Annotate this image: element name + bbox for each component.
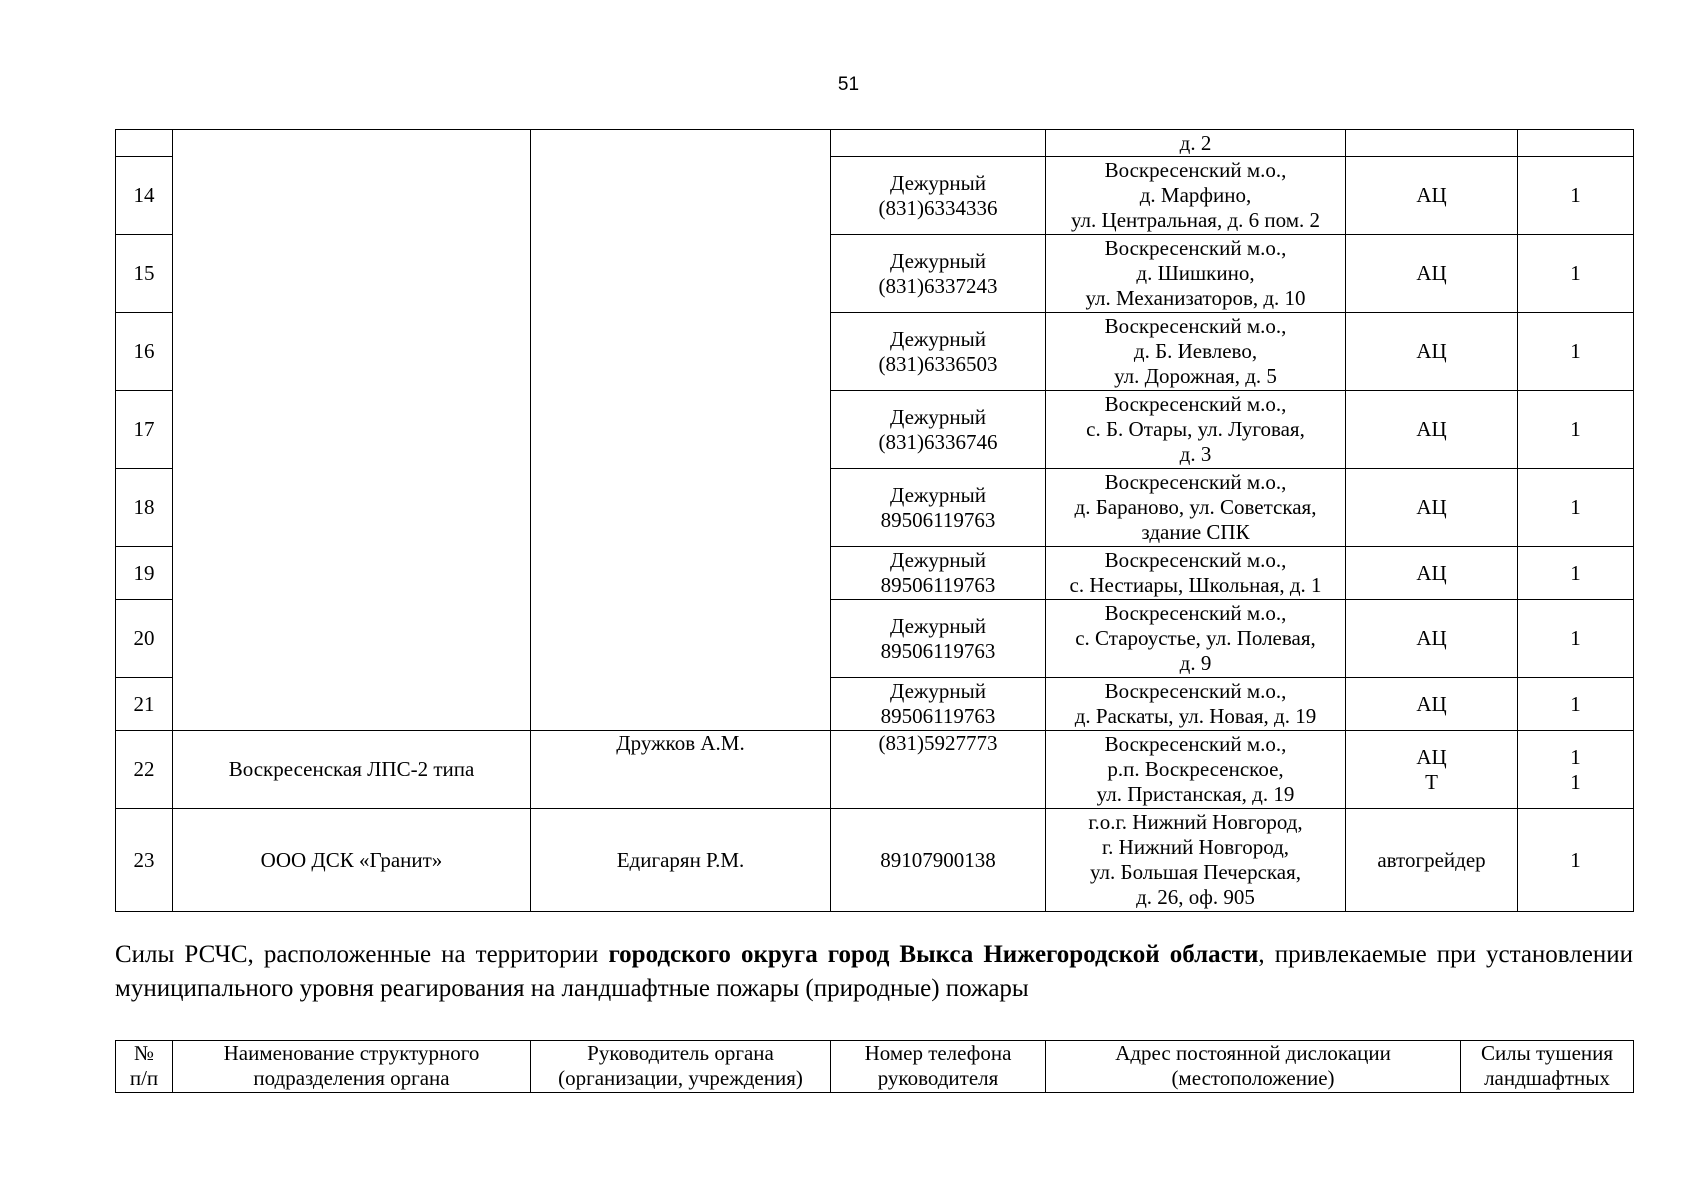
- cell-num: [116, 130, 173, 157]
- cell-org: ООО ДСК «Гранит»: [173, 809, 531, 912]
- cell-address: Воскресенский м.о., д. Бараново, ул. Советская, здание СПК: [1046, 469, 1346, 547]
- cell-num: 16: [116, 313, 173, 391]
- cell-org-merged: [173, 130, 531, 731]
- cell-vehicle: АЦ: [1346, 313, 1518, 391]
- header-row: [116, 1041, 1634, 1093]
- header-forces: Силы тушения ландшафтных: [1461, 1041, 1634, 1093]
- cell-address: Воскресенский м.о., с. Б. Отары, ул. Луговая, д. 3: [1046, 391, 1346, 469]
- cell-vehicle: АЦ: [1346, 600, 1518, 678]
- header-head: Руководитель органа (организации, учреждения): [531, 1041, 831, 1093]
- cell-num: 21: [116, 678, 173, 731]
- section-text-bold: городского округа город Выкса Нижегородской области: [608, 941, 1259, 968]
- cell-address: Воскресенский м.о., р.п. Воскресенское, ул. Пристанская, д. 19: [1046, 731, 1346, 809]
- cell-num: 17: [116, 391, 173, 469]
- cell-address: д. 2: [1046, 130, 1346, 157]
- cell-qty: 1: [1518, 547, 1634, 600]
- header-phone: Номер телефона руководителя: [831, 1041, 1046, 1093]
- cell-address: Воскресенский м.о., д. Раскаты, ул. Новая, д. 19: [1046, 678, 1346, 731]
- cell-vehicle: АЦ: [1346, 391, 1518, 469]
- cell-qty: [1518, 130, 1634, 157]
- cell-qty: 1: [1518, 235, 1634, 313]
- cell-num: 14: [116, 157, 173, 235]
- cell-vehicle: [1346, 130, 1518, 157]
- cell-num: 19: [116, 547, 173, 600]
- cell-phone: Дежурный (831)6336503: [831, 313, 1046, 391]
- cell-phone: 89107900138: [831, 809, 1046, 912]
- cell-address: Воскресенский м.о., д. Б. Иевлево, ул. Дорожная, д. 5: [1046, 313, 1346, 391]
- cell-vehicle: АЦ: [1346, 157, 1518, 235]
- cell-head: Дружков А.М.: [531, 731, 831, 809]
- cell-qty: 1: [1518, 157, 1634, 235]
- cell-num: 23: [116, 809, 173, 912]
- section-heading-paragraph: [115, 938, 1633, 1006]
- forces-table-continued: [115, 129, 1634, 912]
- forces-table-header: [115, 1040, 1634, 1093]
- cell-num: 15: [116, 235, 173, 313]
- cell-head: Едигарян Р.М.: [531, 809, 831, 912]
- cell-vehicle: автогрейдер: [1346, 809, 1518, 912]
- section-text-start: Силы РСЧС, расположенные на территории: [115, 941, 609, 968]
- cell-phone: Дежурный (831)6334336: [831, 157, 1046, 235]
- header-num: № п/п: [116, 1041, 173, 1093]
- cell-phone: Дежурный 89506119763: [831, 469, 1046, 547]
- cell-phone: [831, 130, 1046, 157]
- cell-phone: Дежурный 89506119763: [831, 678, 1046, 731]
- cell-num: 22: [116, 731, 173, 809]
- header-org: Наименование структурного подразделения органа: [173, 1041, 531, 1093]
- cell-address: Воскресенский м.о., д. Марфино, ул. Центральная, д. 6 пом. 2: [1046, 157, 1346, 235]
- cell-phone: Дежурный 89506119763: [831, 600, 1046, 678]
- cell-qty: 1: [1518, 809, 1634, 912]
- cell-qty: 1: [1518, 391, 1634, 469]
- cell-qty: 1 1: [1518, 731, 1634, 809]
- table-row-continued: [116, 130, 1634, 157]
- cell-address: г.о.г. Нижний Новгород, г. Нижний Новгород, ул. Большая Печерская, д. 26, оф. 905: [1046, 809, 1346, 912]
- cell-qty: 1: [1518, 600, 1634, 678]
- cell-head-merged: [531, 130, 831, 731]
- page-number: 51: [837, 74, 860, 95]
- cell-phone: (831)5927773: [831, 731, 1046, 809]
- cell-qty: 1: [1518, 313, 1634, 391]
- cell-address: Воскресенский м.о., с. Нестиары, Школьная, д. 1: [1046, 547, 1346, 600]
- cell-num: 18: [116, 469, 173, 547]
- cell-vehicle: АЦ: [1346, 547, 1518, 600]
- cell-vehicle: АЦ: [1346, 235, 1518, 313]
- cell-phone: Дежурный 89506119763: [831, 547, 1046, 600]
- cell-org: Воскресенская ЛПС-2 типа: [173, 731, 531, 809]
- cell-vehicle: АЦ: [1346, 678, 1518, 731]
- cell-vehicle: АЦ: [1346, 469, 1518, 547]
- cell-address: Воскресенский м.о., д. Шишкино, ул. Механизаторов, д. 10: [1046, 235, 1346, 313]
- header-address: Адрес постоянной дислокации (местоположение): [1046, 1041, 1461, 1093]
- section-text-end: , привлекаемые при установлении муниципального уровня реагирования на ландшафтные пожары (природные) пожары: [115, 941, 1633, 1002]
- table-row: [116, 731, 1634, 809]
- cell-vehicle: АЦ Т: [1346, 731, 1518, 809]
- cell-qty: 1: [1518, 469, 1634, 547]
- cell-phone: Дежурный (831)6336746: [831, 391, 1046, 469]
- cell-num: 20: [116, 600, 173, 678]
- table-row: [116, 809, 1634, 912]
- cell-address: Воскресенский м.о., с. Староустье, ул. Полевая, д. 9: [1046, 600, 1346, 678]
- cell-phone: Дежурный (831)6337243: [831, 235, 1046, 313]
- cell-qty: 1: [1518, 678, 1634, 731]
